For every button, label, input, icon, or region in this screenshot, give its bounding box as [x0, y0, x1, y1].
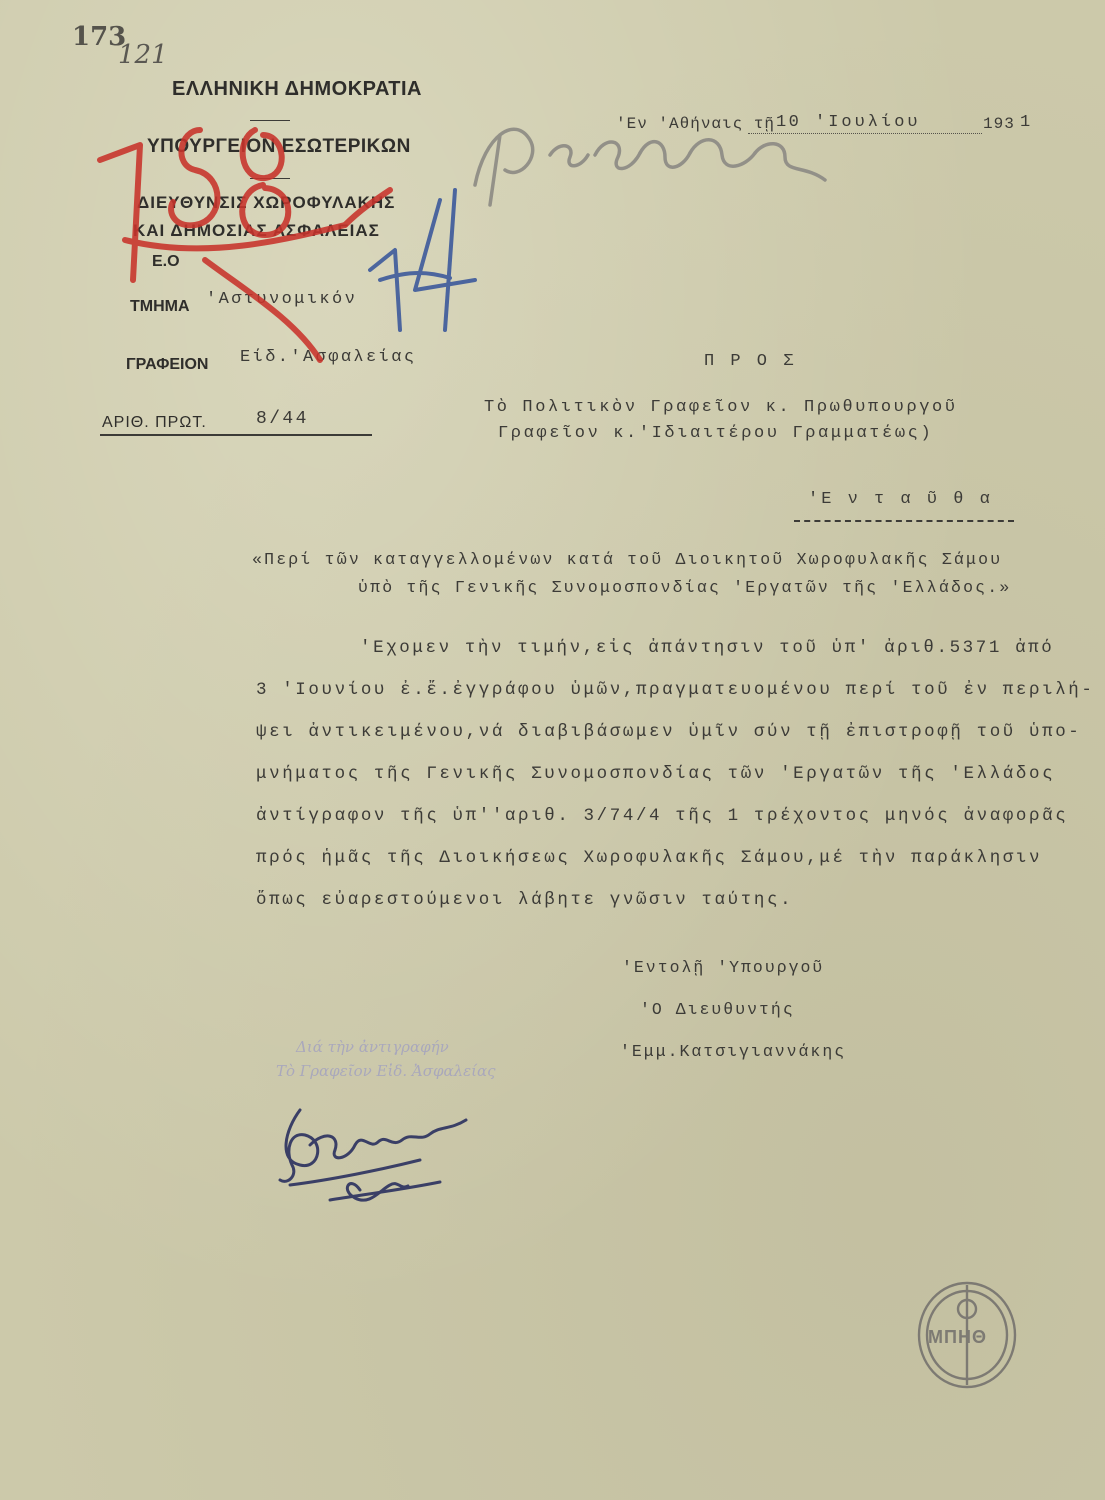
recipient-line-1: Τὸ Πολιτικὸν Γραφεῖον κ. Πρωθυπουργοῦ: [484, 398, 958, 417]
office-value: Είδ.'Ασφαλείας: [240, 348, 417, 367]
date-month: 'Ιουλίου: [815, 113, 921, 132]
date-day: 10: [776, 113, 802, 132]
section-value: 'Αστυνομικόν: [206, 290, 358, 309]
archive-stamp-text: ΜΠΗΘ: [928, 1327, 987, 1347]
body-line: ἀντίγραφον τῆς ὑπ''αριθ. 3/74/4 τῆς 1 τρέχοντος μηνός ἀναφορᾶς: [256, 806, 1069, 826]
body-line: 'Εχομεν τὴν τιμήν,εἰς ἀπάντησιν τοῦ ὑπ' ἀριθ.5371 ἀπό: [360, 638, 1055, 658]
letterhead-directorate-1: ΔΙΕΥΘΥΝΣΙΣ ΧΩΡΟΦΥΛΑΚΗΣ: [137, 193, 396, 212]
letterhead-code: Ε.Ο: [152, 253, 180, 270]
recipient-location: 'Ε ν τ α ῦ θ α: [808, 490, 993, 509]
copy-stamp-line-2: Τὸ Γραφεῖον Εἰδ. Ἀσφαλείας: [276, 1062, 496, 1080]
protocol-value: 8/44: [256, 409, 309, 429]
page-number: 173: [72, 22, 127, 52]
section-label: ΤΜΗΜΑ: [130, 298, 190, 315]
grey-scribble: [460, 95, 840, 215]
letterhead-directorate-2: ΚΑΙ ΔΗΜΟΣΙΑΣ ΑΣΦΑΛΕΙΑΣ: [133, 221, 380, 240]
signature-line-1: 'Εντολῇ 'Υπουργοῦ: [622, 958, 825, 977]
date-year-prefix: 193: [983, 115, 1015, 133]
body-line: ὅπως εὐαρεστούμενοι λάβητε γνῶσιν ταύτης.: [256, 890, 794, 910]
handwritten-signature: [270, 1090, 500, 1220]
recipient-line-2: Γραφεῖον κ.'Ιδιαιτέρου Γραμματέως): [498, 424, 934, 443]
body-line: πρός ἡμᾶς τῆς Διοικήσεως Χωροφυλακῆς Σάμου,μέ τὴν παράκλησιν: [256, 848, 1043, 868]
subject-line-1: «Περί τῶν καταγγελλομένων κατά τοῦ Διοικητοῦ Χωροφυλακῆς Σάμου: [252, 550, 1003, 569]
office-label: ΓΡΑΦΕΙΟΝ: [126, 356, 209, 373]
location-underline: [794, 520, 1014, 522]
body-line: ψει ἀντικειμένου,νά διαβιβάσωμεν ὑμῖν σύν τῇ ἐπιστροφῇ τοῦ ὑπο-: [256, 722, 1082, 742]
page-number-alt: 121: [118, 40, 168, 70]
letterhead-ministry: ΥΠΟΥΡΓΕΙΟΝ ΕΣΩΤΕΡΙΚΩΝ: [147, 136, 411, 157]
copy-stamp-line-1: Διά τὴν ἀντιγραφήν: [296, 1038, 449, 1056]
recipient-pros: Π Ρ Ο Σ: [704, 352, 797, 371]
subject-line-2: ὑπὸ τῆς Γενικῆς Συνομοσπονδίας 'Εργατῶν τῆς 'Ελλάδος.»: [358, 578, 1012, 597]
signature-line-2: 'Ο Διευθυντής: [640, 1000, 795, 1019]
protocol-label: ΑΡΙΘ. ΠΡΩΤ.: [102, 414, 207, 431]
letterhead-republic: ΕΛΛΗΝΙΚΗ ΔΗΜΟΚΡΑΤΙΑ: [172, 78, 422, 100]
signature-line-3: 'Εμμ.Κατσιγιαννάκης: [620, 1042, 847, 1061]
body-line: μνήματος τῆς Γενικῆς Συνομοσπονδίας τῶν 'Εργατῶν τῆς 'Ελλάδος: [256, 764, 1056, 784]
date-prefix: 'Εν 'Αθήναις τῇ: [616, 115, 776, 133]
date-year-suffix: 1: [1020, 113, 1033, 132]
body-line: 3 'Ιουνίου ἐ.ἔ.ἐγγράφου ὑμῶν,πραγματευομένου περί τοῦ ἐν περιλή-: [256, 680, 1095, 700]
